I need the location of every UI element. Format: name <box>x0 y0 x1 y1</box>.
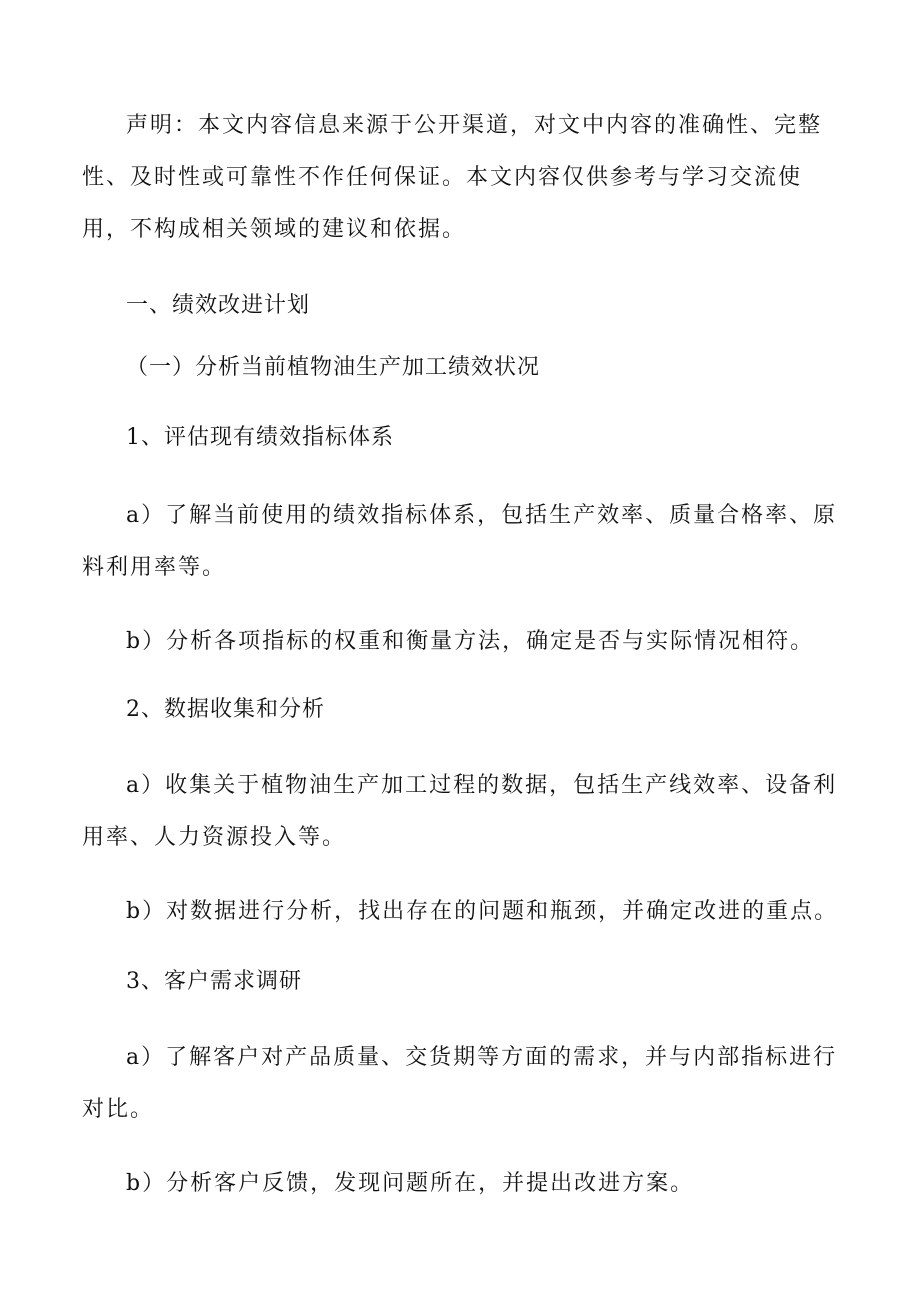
subsection-title: （一）分析当前植物油生产加工绩效状况 <box>126 355 541 380</box>
section-title: 一、绩效改进计划 <box>126 293 311 318</box>
item2-b-paragraph: b）对数据进行分析，找出存在的问题和瓶颈，并确定改进的重点。 <box>126 899 839 924</box>
item3-a-paragraph: a）了解客户对产品质量、交货期等方面的需求，并与内部指标进行对比。 <box>82 1045 838 1122</box>
item3-title: 3、客户需求调研 <box>126 969 302 994</box>
item1-b-paragraph: b）分析各项指标的权重和衡量方法，确定是否与实际情况相符。 <box>126 629 815 654</box>
item3-b-paragraph: b）分析客户反馈，发现问题所在，并提出改进方案。 <box>126 1171 695 1196</box>
item1-a-paragraph: a）了解当前使用的绩效指标体系，包括生产效率、质量合格率、原料利用率等。 <box>82 503 838 580</box>
item2-a-paragraph: a）收集关于植物油生产加工过程的数据，包括生产线效率、设备利用率、人力资源投入等。 <box>82 773 838 850</box>
item2-title: 2、数据收集和分析 <box>126 697 325 722</box>
disclaimer-paragraph: 声明：本文内容信息来源于公开渠道，对文中内容的准确性、完整性、及时性或可靠性不作任何保证。本文内容仅供参考与学习交流使用，不构成相关领域的建议和依据。 <box>82 113 823 242</box>
item1-title: 1、评估现有绩效指标体系 <box>126 425 394 450</box>
